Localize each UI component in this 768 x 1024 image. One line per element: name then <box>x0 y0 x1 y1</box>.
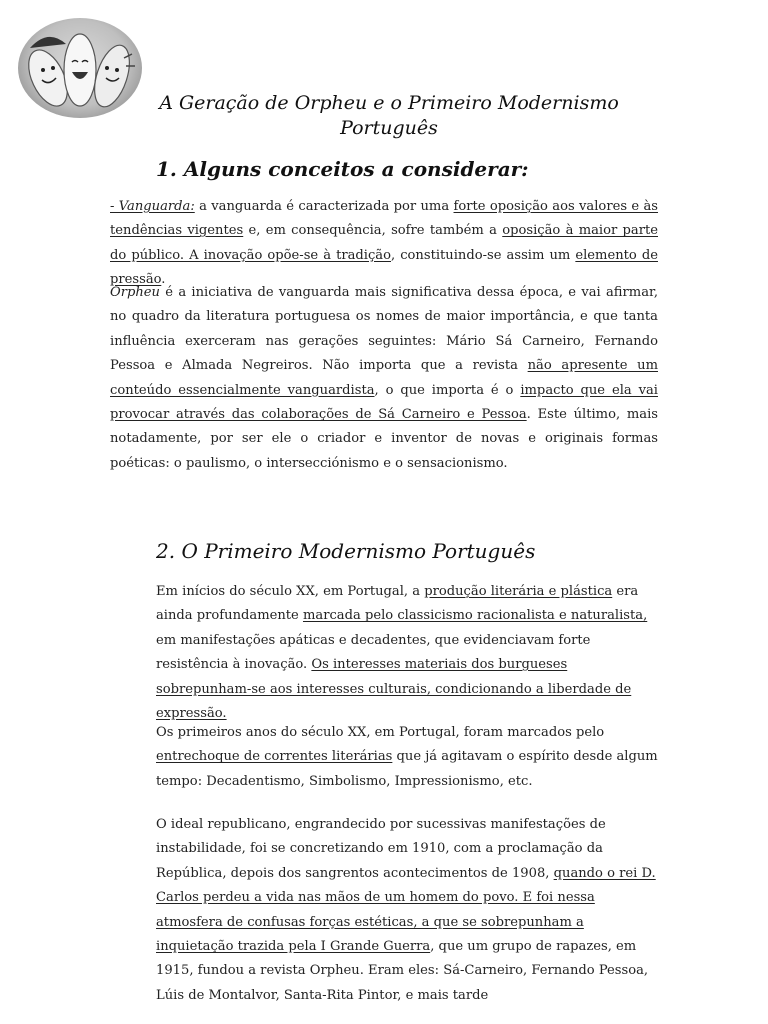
underlined-text: Os interesses materiais dos burgueses sobrepunham-se aos interesses culturais, condicionando a liberdade de expressão. <box>156 657 632 722</box>
paragraph-modernismo-2 <box>156 721 662 794</box>
text: em manifestações apáticas e decadentes, que evidenciavam forte resistência à inovação. <box>156 632 591 673</box>
term-vanguarda: - Vanguarda: <box>110 199 195 214</box>
text: e, em consequência, sofre também a <box>243 223 503 239</box>
paragraph-modernismo-3 <box>156 813 662 1008</box>
paragraph-vanguarda <box>110 195 658 293</box>
underlined-text: entrechoque de correntes literárias <box>156 749 393 765</box>
underlined-text: produção literária e plástica <box>424 584 613 599</box>
text: a vanguarda é caracterizada por uma <box>194 199 454 214</box>
text: que já agitavam o espírito desde algum tempo: Decadentismo, Simbolismo, Impressionismo, etc. <box>156 749 658 789</box>
underlined-text: impacto que ela vai provocar através das colaborações de Sá Carneiro e Pessoa <box>110 382 658 423</box>
underlined-text: oposição à maior parte do público. A inovação opõe-se à tradição <box>110 223 658 263</box>
underlined-text: não apresente um conteúdo essencialmente vanguardista <box>110 358 658 398</box>
underlined-text: marcada pelo classicismo racionalista e naturalista, <box>302 608 648 624</box>
text: , constituindo-se assim um <box>391 247 576 263</box>
text: . Este último, mais notadamente, por ser ele o criador e inventor de novas e originais formas poéticas: o paulismo, o intersecciónismo e o sensacionismo. <box>110 407 659 471</box>
paragraph-orpheu <box>110 281 658 476</box>
text: Os primeiros anos do século XX, em Portugal, foram marcados pelo <box>156 725 605 740</box>
text: O ideal republicano, engrandecido por sucessivas manifestações de instabilidade, foi se concretizando em 1910, com a proclamação da República, depois dos sangrentos acontecimentos de 1908, <box>156 817 606 881</box>
text: , que um grupo de rapazes, em 1915, fundou a revista Orpheu. Eram eles: Sá-Carneiro, Fernando Pessoa, Lúis de Montalvor, Santa-Rita Pintor, e mais tarde <box>156 939 649 1003</box>
text: era ainda profundamente <box>156 584 639 624</box>
underlined-text: elemento de pressão <box>110 247 658 288</box>
text: . <box>161 272 166 288</box>
text: Em inícios do século XX, em Portugal, a <box>156 584 425 599</box>
underlined-text: quando o rei D. Carlos perdeu a vida nas mãos de um homem do povo. E foi nessa atmosfera de confusas forças estéticas, a que se sobrepunham a inquietação trazida pela I Grande Guerra <box>156 865 656 955</box>
page-title: A Geração de Orpheu e o Primeiro Modernismo Português <box>159 92 619 139</box>
term-orpheu: Orpheu <box>110 285 160 300</box>
section-heading-1: 1. Alguns conceitos a considerar: <box>156 157 529 181</box>
text: é a iniciativa de vanguarda mais significativa dessa época, e vai afirmar, no quadro da literatura portuguesa os nomes de maior importância, e que tanta influência exerceram nas gerações seguintes: Mário Sá Carneiro, Fernando Pessoa e Almada Negreiros. Não importa que a revista <box>110 285 658 374</box>
paragraph-modernismo-1 <box>156 580 662 726</box>
underlined-text: forte oposição aos valores e às tendências vigentes <box>110 199 659 239</box>
section-heading-2: 2. O Primeiro Modernismo Português <box>156 539 536 563</box>
text: , o que importa é o <box>374 382 521 398</box>
